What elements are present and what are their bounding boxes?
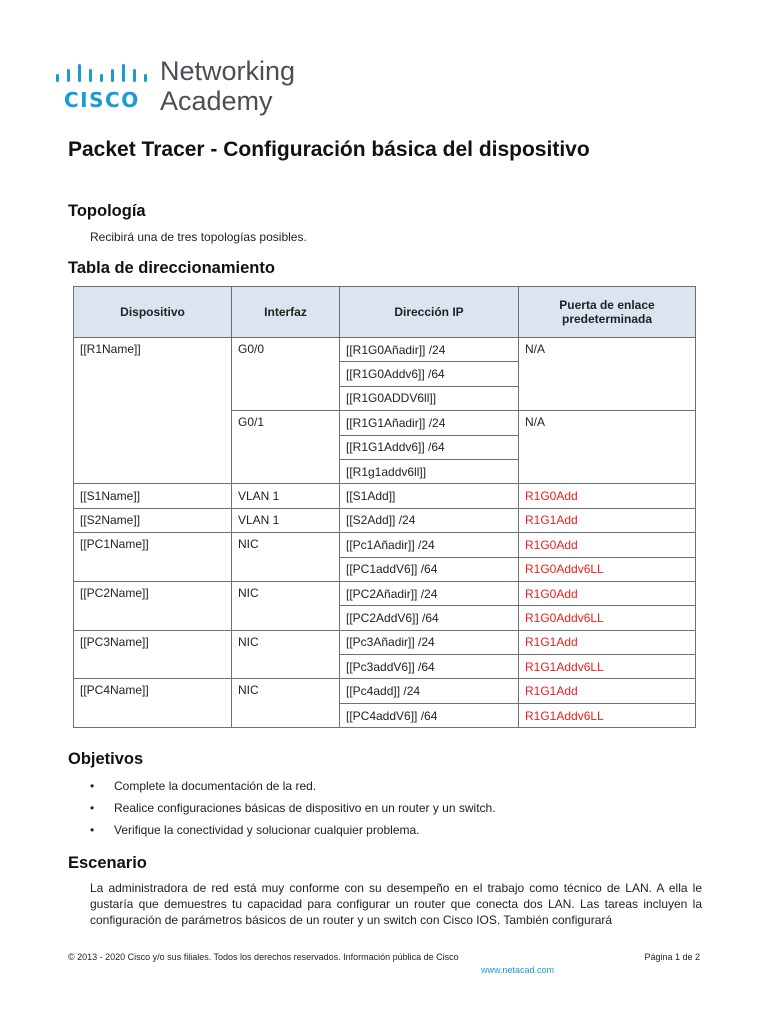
header-gateway: Puerta de enlace predeterminada [519,287,696,338]
device-cell: [[S2Name]] [74,508,232,532]
objectives-list [90,778,496,844]
gateway-cell: R1G1Addv6LL [519,655,696,679]
header-interface: Interfaz [232,287,340,338]
interface-cell: NIC [232,533,340,582]
ip-cell: [[Pc1Añadir]] /24 [340,533,519,557]
footer-url-link[interactable]: www.netacad.com [481,965,555,975]
topology-heading: Topología [68,202,146,220]
gateway-cell: R1G0Addv6LL [519,557,696,581]
device-cell: [[PC3Name]] [74,630,232,679]
table-row [74,484,696,508]
bullet-icon: • [90,823,95,837]
bullet-icon: • [90,779,95,793]
table-header-row [74,287,696,338]
list-item [90,800,496,822]
gateway-cell: R1G1Add [519,508,696,532]
interface-cell: VLAN 1 [232,508,340,532]
bullet-icon: • [90,801,95,815]
gateway-cell: N/A [519,411,696,484]
scenario-heading: Escenario [68,854,147,872]
ip-cell: [[S2Add]] /24 [340,508,519,532]
addressing-table [73,286,696,728]
ip-cell: [[Pc3Añadir]] /24 [340,630,519,654]
list-item [90,822,496,844]
interface-cell: NIC [232,581,340,630]
objective-text: Realice configuraciones básicas de dispositivo en un router y un switch. [114,801,496,815]
footer-page-number: Página 1 de 2 [644,952,700,962]
header-device: Dispositivo [74,287,232,338]
objectives-heading: Objetivos [68,750,144,768]
interface-cell: G0/0 [232,338,340,411]
scenario-text: La administradora de red está muy conforme con su desempeño en el trabajo como técnico de LAN. A ella le gustaría que demuestres tu capacidad para configurar un router que conecta dos LAN. Las tareas incluyen la configuración de parámetros básicos de un router y un switch con Cisco IOS. También configurará [90,881,702,927]
gateway-cell: R1G0Add [519,533,696,557]
gateway-cell: R1G0Add [519,484,696,508]
interface-cell: NIC [232,679,340,728]
ip-cell: [[R1g1addv6ll]] [340,459,519,483]
gateway-cell: R1G1Add [519,679,696,703]
ip-cell: [[PC4addV6]] /64 [340,703,519,727]
ip-cell: [[Pc3addV6]] /64 [340,655,519,679]
objective-text: Complete la documentación de la red. [114,779,317,793]
device-cell: [[PC1Name]] [74,533,232,582]
cisco-bars-icon [52,64,148,84]
interface-cell: NIC [232,630,340,679]
logo-academy-text: Academy [160,86,273,116]
table-row [74,581,696,605]
ip-cell: [[PC1addV6]] /64 [340,557,519,581]
gateway-cell: R1G1Add [519,630,696,654]
ip-cell: [[PC2AddV6]] /64 [340,606,519,630]
ip-cell: [[R1G1Añadir]] /24 [340,411,519,435]
ip-cell: [[Pc4add]] /24 [340,679,519,703]
table-row [74,679,696,703]
device-cell: [[PC4Name]] [74,679,232,728]
ip-cell: [[S1Add]] [340,484,519,508]
interface-cell: G0/1 [232,411,340,484]
device-cell: [[PC2Name]] [74,581,232,630]
table-row [74,533,696,557]
ip-cell: [[R1G0Addv6]] /64 [340,362,519,386]
ip-cell: [[PC2Añadir]] /24 [340,581,519,605]
addressing-heading: Tabla de direccionamiento [68,259,275,277]
gateway-cell: R1G0Addv6LL [519,606,696,630]
gateway-cell: R1G0Add [519,581,696,605]
page-title: Packet Tracer - Configuración básica del dispositivo [68,138,590,161]
table-row [74,630,696,654]
cisco-wordmark: CISCO [64,88,140,112]
ip-cell: [[R1G1Addv6]] /64 [340,435,519,459]
gateway-cell: N/A [519,338,696,411]
table-row [74,508,696,532]
header-ip: Dirección IP [340,287,519,338]
table-row [74,338,696,362]
interface-cell: VLAN 1 [232,484,340,508]
topology-text: Recibirá una de tres topologías posibles. [90,230,307,244]
objective-text: Verifique la conectividad y solucionar cualquier problema. [114,823,420,837]
footer-copyright: © 2013 - 2020 Cisco y/o sus filiales. Todos los derechos reservados. Información pública de Cisco [68,952,459,962]
gateway-cell: R1G1Addv6LL [519,703,696,727]
ip-cell: [[R1G0ADDV6ll]] [340,386,519,410]
list-item [90,778,496,800]
device-cell: [[R1Name]] [74,338,232,484]
device-cell: [[S1Name]] [74,484,232,508]
ip-cell: [[R1G0Añadir]] /24 [340,338,519,362]
logo-networking-text: Networking [160,56,296,86]
